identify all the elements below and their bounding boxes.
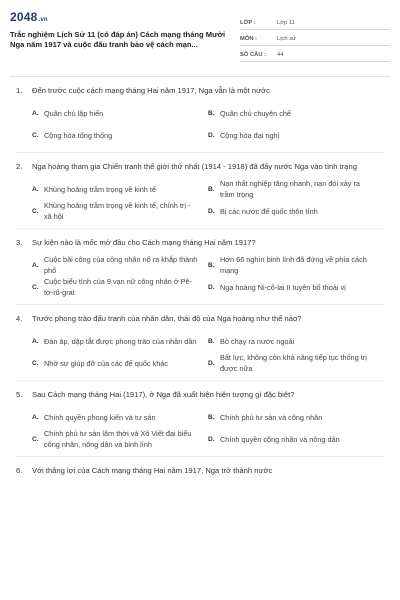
answer-option-b[interactable] [208,330,384,352]
answer-option-a[interactable] [32,102,208,124]
site-logo[interactable] [10,10,232,24]
question-3 [10,229,390,305]
header-left [10,10,232,72]
question-5 [10,381,390,457]
question-number: 1. [16,86,23,95]
question-header [16,465,384,476]
question-number: 2. [16,162,23,171]
question-text: Với thắng lợi của Cách mạng tháng Hai năm 1917, Nga trở thành nước [32,466,273,475]
option-letter: D. [208,435,215,443]
answer-options [16,330,384,374]
meta-value: 44 [277,52,284,58]
question-6 [10,457,390,476]
answer-option-c[interactable] [32,200,208,222]
question-text: Đến trước cuộc cách mạng tháng Hai năm 1917, Nga vẫn là một nước [32,86,270,95]
answer-options [16,102,384,146]
answer-option-c[interactable] [32,276,208,298]
option-text: Khủng hoảng trầm trọng về kinh tế [44,184,156,194]
option-text: Nạn thất nghiệp tăng nhanh, nạn đói xảy ra trầm trọng [220,179,360,199]
answer-option-b[interactable] [208,254,384,276]
meta-panel [240,14,390,72]
answer-options [16,178,384,222]
option-text: Quân chủ chuyên chế [220,108,291,118]
answer-option-c[interactable] [32,428,208,450]
answer-option-a[interactable] [32,254,208,276]
option-letter: A. [32,109,39,117]
meta-label: MÔN : [240,36,258,42]
meta-row-count [240,46,390,62]
option-text: Quân chủ lập hiến [44,108,104,118]
option-text: Bị các nước đế quốc thôn tính [220,206,318,216]
question-text: Trước phong trào đấu tranh của nhân dân, thái độ của Nga hoàng như thế nào? [32,314,302,323]
option-text: Chính quyền công nhân và nông dân [220,434,340,444]
answer-option-a[interactable] [32,406,208,428]
option-letter: A. [32,337,39,345]
option-letter: D. [208,283,215,291]
answer-option-b[interactable] [208,102,384,124]
option-text: Bỏ chạy ra nước ngoài [220,336,295,346]
question-2 [10,153,390,229]
question-text: Sau Cách mạng tháng Hai (1917), ở Nga đã xuất hiện hiện tượng gì đặc biệt? [32,390,295,399]
meta-value: Lịch sử [277,36,297,42]
option-letter: D. [208,131,215,139]
answer-option-d[interactable] [208,200,384,222]
answer-option-b[interactable] [208,178,384,200]
meta-row-subject [240,30,390,46]
logo-sub: .vn [38,17,48,23]
option-text: Chính quyền phong kiến và tư sản [44,412,156,422]
option-text: Khủng hoảng trầm trọng về kinh tế, chính trị - xã hội [44,201,191,221]
question-4 [10,305,390,381]
question-header [16,237,384,248]
option-text: Cuộc biểu tình của 9 vạn nữ công nhân ở Pê-tơ-rô-grat [44,277,193,297]
question-1 [10,77,390,153]
answer-option-c[interactable] [32,124,208,146]
option-letter: C. [32,131,39,139]
option-letter: A. [32,185,39,193]
question-number: 6. [16,466,23,475]
option-letter: B. [208,337,215,345]
option-letter: B. [208,261,215,269]
option-letter: B. [208,109,215,117]
option-text: Hơn 66 nghìn binh lính đã đứng về phía cách mạng [220,255,367,275]
answer-option-c[interactable] [32,352,208,374]
option-text: Chính phủ tư sản và công nhân [220,412,323,422]
question-header [16,85,384,96]
option-letter: C. [32,207,39,215]
question-text: Sự kiện nào là mốc mở đầu cho Cách mạng tháng Hai năm 1917? [32,238,256,247]
document-title: Trắc nghiệm Lịch Sử 11 (có đáp án) Cách mạng tháng Mười Nga năm 1917 và cuộc đấu tranh bảo vệ cách mạn... [10,30,226,49]
option-text: Nhờ sự giúp đỡ của các đế quốc khác [44,358,168,368]
option-letter: D. [208,207,215,215]
option-text: Đàn áp, dập tắt được phong trào của nhân dân [44,336,197,346]
option-letter: C. [32,283,39,291]
answer-option-b[interactable] [208,406,384,428]
meta-row-class [240,14,390,30]
question-header [16,161,384,172]
meta-label: LỚP : [240,20,256,26]
page-header [10,0,390,72]
answer-option-d[interactable] [208,276,384,298]
answer-options [16,406,384,450]
meta-label: SỐ CÂU : [240,52,267,58]
option-text: Cuộc bãi công của công nhân nổ ra khắp thành phố [44,255,198,275]
option-letter: C. [32,359,39,367]
answer-option-d[interactable] [208,352,384,374]
option-text: Chính phủ tư sản lâm thời và Xô Viết đại biểu công nhân, nông dân và binh lính [44,429,192,449]
question-number: 5. [16,390,23,399]
answer-option-a[interactable] [32,178,208,200]
option-letter: B. [208,413,215,421]
option-text: Nga hoàng Ni-cô-lai II tuyên bố thoái vị [220,282,346,292]
answer-option-a[interactable] [32,330,208,352]
option-text: Cộng hòa tổng thống [44,130,113,140]
logo-main: 2048 [10,10,38,24]
option-text: Cộng hòa đại nghị [220,130,280,140]
option-letter: C. [32,435,39,443]
answer-options [16,254,384,298]
question-number: 4. [16,314,23,323]
option-letter: D. [208,359,215,367]
answer-option-d[interactable] [208,124,384,146]
option-letter: B. [208,185,215,193]
question-text: Nga hoàng tham gia Chiến tranh thế giới thứ nhất (1914 - 1918) đã đẩy nước Nga vào tình trạng [32,162,357,171]
meta-value: Lớp 11 [277,20,295,26]
answer-option-d[interactable] [208,428,384,450]
question-header [16,389,384,400]
option-letter: A. [32,261,39,269]
question-header [16,313,384,324]
option-letter: A. [32,413,39,421]
option-text: Bất lực, không còn khả năng tiếp tục thống trị được nữa [220,353,367,373]
question-number: 3. [16,238,23,247]
